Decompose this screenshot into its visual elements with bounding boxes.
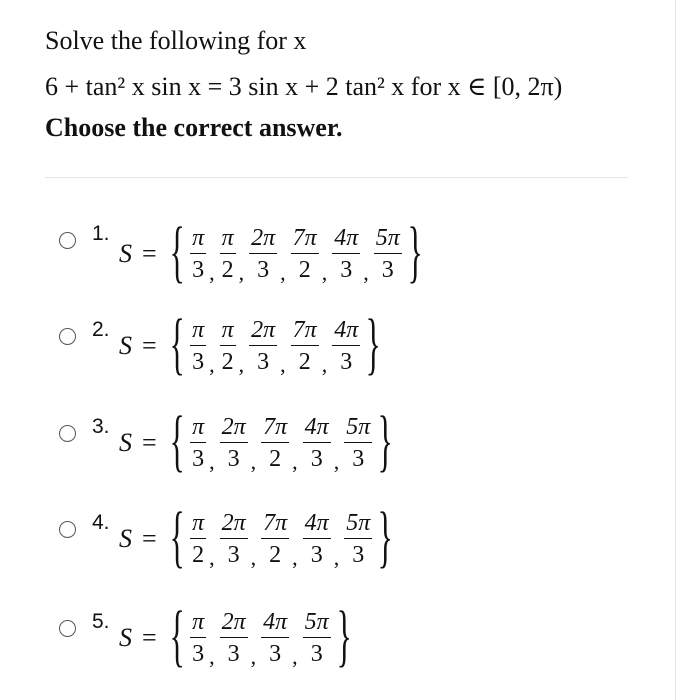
question-equation: 6 + tan² x sin x = 3 sin x + 2 tan² x for x ∈ [0, 2π) <box>45 72 563 101</box>
page-right-border <box>675 0 676 700</box>
numerator: 5π <box>346 510 371 536</box>
left-brace: { <box>169 403 185 480</box>
option-number: 2. <box>92 318 110 341</box>
comma: , <box>250 644 257 669</box>
fraction <box>291 226 319 282</box>
fraction <box>190 226 206 282</box>
numerator: 2π <box>251 225 276 251</box>
option-number: 1. <box>92 222 110 245</box>
right-brace: } <box>336 598 352 675</box>
solution-set <box>119 214 425 294</box>
numerator: 5π <box>304 609 329 635</box>
denominator: 3 <box>340 349 353 375</box>
answer-option-2[interactable] <box>57 306 577 398</box>
option-number: 5. <box>92 610 110 633</box>
comma: , <box>333 545 340 570</box>
comma: , <box>292 644 298 669</box>
answer-option-4[interactable] <box>57 499 577 591</box>
fraction <box>332 318 360 374</box>
denominator: 3 <box>227 446 240 472</box>
fraction <box>261 610 289 666</box>
equals-sign: = <box>142 331 157 360</box>
denominator: 3 <box>227 542 240 568</box>
comma: , <box>250 545 257 570</box>
denominator: 3 <box>269 641 282 667</box>
denominator: 2 <box>192 542 205 568</box>
numerator: 4π <box>334 225 359 251</box>
option-number: 4. <box>92 511 110 534</box>
numerator: 7π <box>263 510 288 536</box>
option-number: 3. <box>92 415 110 438</box>
radio-button[interactable] <box>59 521 76 538</box>
denominator: 2 <box>221 257 234 283</box>
fraction <box>291 318 319 374</box>
radio-button[interactable] <box>59 620 76 637</box>
numerator: 4π <box>304 510 329 536</box>
denominator: 2 <box>298 257 311 283</box>
fraction <box>190 318 206 374</box>
denominator: 3 <box>192 641 205 667</box>
equals-sign: = <box>142 428 157 457</box>
right-brace: } <box>407 214 423 291</box>
set-variable: S <box>119 239 132 268</box>
numerator: 7π <box>292 225 317 251</box>
solution-set <box>119 403 396 483</box>
denominator: 3 <box>192 349 205 375</box>
denominator: 3 <box>352 542 365 568</box>
comma: , <box>321 260 328 285</box>
denominator: 3 <box>257 349 270 375</box>
fraction <box>249 318 277 374</box>
comma: , <box>209 260 215 285</box>
fraction <box>190 610 206 666</box>
numerator: π <box>221 225 234 251</box>
numerator: 5π <box>346 414 371 440</box>
denominator: 3 <box>310 542 323 568</box>
left-brace: { <box>169 214 185 291</box>
comma: , <box>292 449 298 474</box>
fraction <box>220 415 248 471</box>
denominator: 3 <box>227 641 240 667</box>
numerator: 5π <box>375 225 400 251</box>
comma: , <box>209 352 215 377</box>
fraction <box>344 511 372 567</box>
comma: , <box>209 644 215 669</box>
solution-set <box>119 306 384 386</box>
question-instruction: Choose the correct answer. <box>45 113 343 142</box>
numerator: 7π <box>292 317 317 343</box>
denominator: 3 <box>310 641 323 667</box>
numerator: 4π <box>334 317 359 343</box>
comma: , <box>333 449 340 474</box>
radio-button[interactable] <box>59 232 76 249</box>
equals-sign: = <box>142 524 157 553</box>
denominator: 2 <box>298 349 311 375</box>
comma: , <box>321 352 328 377</box>
right-brace: } <box>365 306 382 383</box>
comma: , <box>250 449 257 474</box>
denominator: 2 <box>269 542 282 568</box>
comma: , <box>280 260 286 285</box>
set-variable: S <box>119 428 132 457</box>
fraction <box>249 226 277 282</box>
fraction <box>190 415 206 471</box>
section-divider <box>45 177 628 178</box>
comma: , <box>292 545 298 570</box>
comma: , <box>280 352 286 377</box>
denominator: 2 <box>269 446 282 472</box>
fraction <box>303 511 331 567</box>
fraction <box>261 415 289 471</box>
numerator: 2π <box>251 317 276 343</box>
numerator: π <box>192 317 205 343</box>
fraction <box>374 226 402 282</box>
numerator: 4π <box>263 609 288 635</box>
denominator: 3 <box>192 257 205 283</box>
answer-option-1[interactable] <box>57 214 577 302</box>
fraction <box>220 610 248 666</box>
fraction <box>220 318 236 374</box>
comma: , <box>209 545 215 570</box>
answer-option-5[interactable] <box>57 598 577 690</box>
numerator: π <box>221 317 234 343</box>
fraction <box>303 610 331 666</box>
numerator: π <box>192 414 205 440</box>
fraction <box>220 226 236 282</box>
solution-set <box>119 499 396 579</box>
fraction <box>261 511 289 567</box>
numerator: 4π <box>304 414 329 440</box>
fraction <box>332 226 360 282</box>
question-prompt: Solve the following for x <box>45 26 307 55</box>
numerator: π <box>192 510 205 536</box>
solution-set <box>119 598 354 678</box>
equals-sign: = <box>142 239 157 268</box>
numerator: π <box>192 609 205 635</box>
set-variable: S <box>119 623 132 652</box>
denominator: 3 <box>352 446 365 472</box>
answer-option-3[interactable] <box>57 403 577 495</box>
denominator: 3 <box>192 446 205 472</box>
radio-button[interactable] <box>59 328 76 345</box>
set-variable: S <box>119 331 132 360</box>
set-variable: S <box>119 524 132 553</box>
comma: , <box>209 449 215 474</box>
numerator: 2π <box>221 510 246 536</box>
radio-button[interactable] <box>59 425 76 442</box>
left-brace: { <box>169 598 185 675</box>
fraction <box>303 415 331 471</box>
comma: , <box>238 260 245 285</box>
denominator: 3 <box>340 257 353 283</box>
comma: , <box>238 352 245 377</box>
equals-sign: = <box>142 623 157 652</box>
denominator: 3 <box>310 446 323 472</box>
right-brace: } <box>377 499 394 576</box>
right-brace: } <box>377 403 394 480</box>
denominator: 3 <box>257 257 270 283</box>
denominator: 3 <box>381 257 394 283</box>
fraction <box>220 511 248 567</box>
left-brace: { <box>169 306 185 383</box>
numerator: 2π <box>221 609 246 635</box>
fraction <box>344 415 372 471</box>
numerator: 2π <box>221 414 246 440</box>
fraction <box>190 511 206 567</box>
left-brace: { <box>169 499 185 576</box>
denominator: 2 <box>221 349 234 375</box>
comma: , <box>363 260 369 285</box>
numerator: 7π <box>263 414 288 440</box>
numerator: π <box>192 225 205 251</box>
